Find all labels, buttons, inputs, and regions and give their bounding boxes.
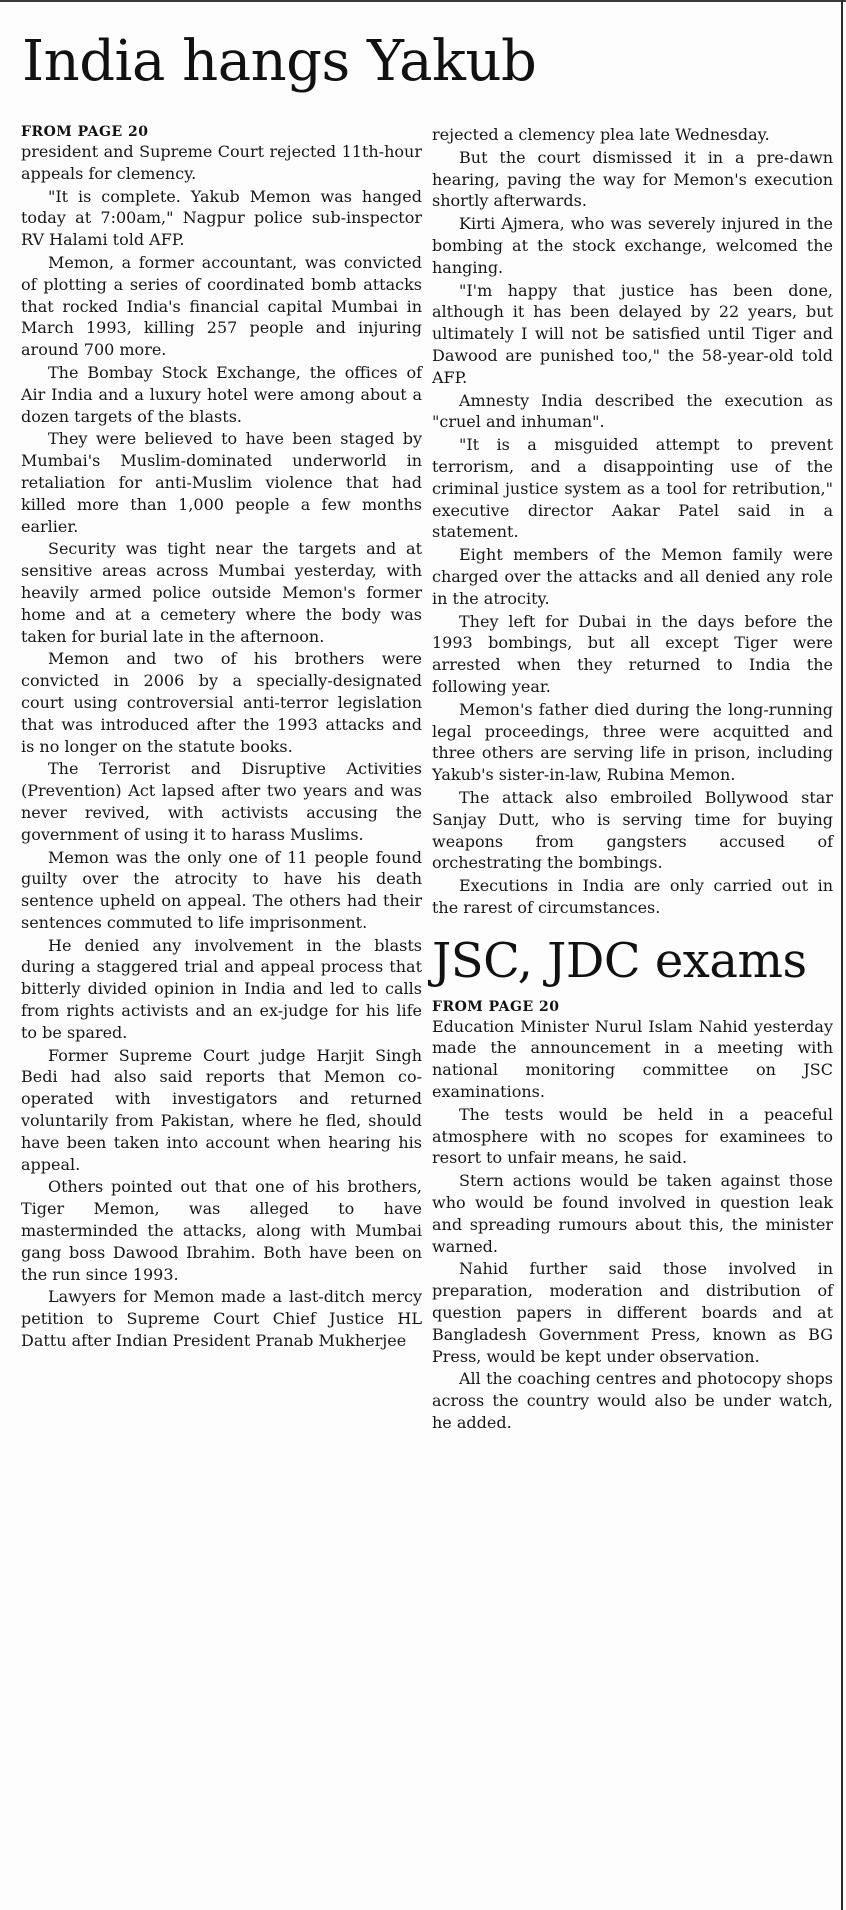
article-paragraph: Amnesty India described the execution as "cruel and inhuman". [432,390,833,432]
main-headline: India hangs Yakub [22,29,537,94]
article-paragraph: Memon, a former accountant, was convicted of plotting a series of coordinated bomb attacks that rocked India's financial capital Mumbai in March 1993, killing 257 people and injuring around 700 more. [21,252,422,360]
article-paragraph: Stern actions would be taken against those who would be found involved in question leak and spreading rumours about this, the minister warned. [432,1171,833,1256]
article-paragraph: The Terrorist and Disruptive Activities (Prevention) Act lapsed after two years and was never revived, with activists accusing the government of using it to harass Muslims. [21,759,422,844]
article-paragraph: He denied any involvement in the blasts during a staggered trial and appeal process that bitterly divided opinion in India and led to calls from rights activists and an ex-judge for his life to be spared. [21,935,422,1042]
article-paragraph: All the coaching centres and photocopy shops across the country would also be under watch, he added. [432,1369,833,1433]
article-paragraph: Eight members of the Memon family were charged over the attacks and all denied any role in the atrocity. [432,545,833,608]
top-rule [0,0,846,2]
second-story-headline: JSC, JDC exams [432,932,807,989]
article-paragraph: Others pointed out that one of his brothers, Tiger Memon, was alleged to have masterminded the attacks, along with Mumbai gang boss Dawood Ibrahim. Both have been on the run since 1993. [21,1177,422,1284]
article-paragraph: rejected a clemency plea late Wednesday. [432,125,770,144]
article-paragraph: Memon was the only one of 11 people found guilty over the atrocity to have his death sentence upheld on appeal. The others had their sentences commuted to life imprisonment. [21,847,422,932]
article-paragraph: Kirti Ajmera, who was severely injured in the bombing at the stock exchange, welcomed the hanging. [432,214,833,277]
article-paragraph: But the court dismissed it in a pre-dawn hearing, paving the way for Memon's execution shortly afterwards. [432,147,833,211]
article-paragraph: "It is a misguided attempt to prevent terrorism, and a disappointing use of the criminal justice system as a tool for retribution," executive director Aakar Patel said in a statement. [432,435,833,542]
second-story-kicker: FROM PAGE 20 [432,998,560,1015]
article-paragraph: Education Minister Nurul Islam Nahid yesterday made the announcement in a meeting with national monitoring committee on JSC examinations. [432,1016,833,1102]
article-paragraph: Lawyers for Memon made a last-ditch mercy petition to Supreme Court Chief Justice HL Dattu after Indian President Pranab Mukherjee [21,1287,422,1351]
article-column-right [432,124,833,1435]
article-column-left [21,124,422,1353]
article-paragraph: "I'm happy that justice has been done, although it has been delayed by 22 years, but ultimately I will not be satisfied until Tiger and Dawood are punished too," the 58-year-old told AFP. [432,280,833,387]
article-paragraph: The attack also embroiled Bollywood star Sanjay Dutt, who is serving time for buying weapons from gangsters accused of orchestrating the bombings. [432,787,833,873]
article-paragraph: Nahid further said those involved in preparation, moderation and distribution of question papers in different boards and at Bangladesh Government Press, known as BG Press, would be kept under observation. [432,1259,833,1366]
article-paragraph: The tests would be held in a peaceful atmosphere with no scopes for examinees to resort to unfair means, he said. [432,1104,833,1168]
article-paragraph: The Bombay Stock Exchange, the offices of Air India and a luxury hotel were among about a dozen targets of the blasts. [21,362,422,426]
main-story-kicker: FROM PAGE 20 [21,124,149,140]
article-paragraph: Memon's father died during the long-running legal proceedings, three were acquitted and three others are serving life in prison, including Yakub's sister-in-law, Rubina Memon. [432,699,833,785]
article-paragraph: They left for Dubai in the days before the 1993 bombings, but all except Tiger were arrested when they returned to India the following year. [432,611,833,696]
article-paragraph: Executions in India are only carried out in the rarest of circumstances. [432,876,833,917]
article-paragraph: president and Supreme Court rejected 11th-hour appeals for clemency. [21,142,422,183]
article-paragraph: Former Supreme Court judge Harjit Singh Bedi had also said reports that Memon co-operated with investigators and returned voluntarily from Pakistan, where he fled, should have been taken into account when hearing his appeal. [21,1045,422,1174]
article-paragraph: Memon and two of his brothers were convicted in 2006 by a specially-designated court using controversial anti-terror legislation that was introduced after the 1993 attacks and is no longer on the statute books. [21,649,422,756]
article-paragraph: Security was tight near the targets and at sensitive areas across Mumbai yesterday, with heavily armed police outside Memon's former home and at a cemetery where the body was taken for burial late in the afternoon. [21,539,422,646]
article-paragraph: "It is complete. Yakub Memon was hanged today at 7:00am," Nagpur police sub-inspector RV Halami told AFP. [21,186,422,250]
article-paragraph: They were believed to have been staged by Mumbai's Muslim-dominated underworld in retaliation for anti-Muslim violence that had killed more than 1,000 people a few months earlier. [21,429,422,536]
right-column-rule [841,0,843,1910]
